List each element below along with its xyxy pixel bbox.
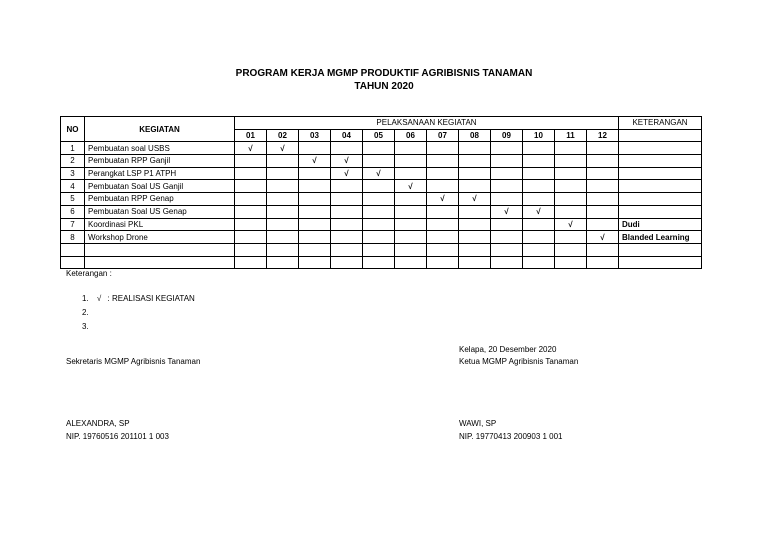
month-cell [459,180,491,193]
left-signer-nip: NIP. 19760516 201101 1 003 [66,432,169,441]
row-keterangan [619,256,702,269]
month-cell [427,218,459,231]
check-icon: √ [344,156,349,166]
row-keterangan [619,243,702,256]
month-cell [555,155,587,168]
month-cell [523,218,555,231]
check-icon: √ [408,181,413,191]
month-cell [427,167,459,180]
month-cell [331,243,363,256]
row-activity: Workshop Drone [85,231,235,244]
right-signer-name: WAWI, SP [459,419,497,428]
row-keterangan [619,167,702,180]
legend-text: : REALISASI KEGIATAN [107,294,195,303]
left-signer-name: ALEXANDRA, SP [66,419,130,428]
month-cell [587,180,619,193]
check-icon: √ [440,194,445,204]
row-keterangan: Blanded Learning [619,231,702,244]
month-cell [395,193,427,206]
month-cell [491,167,523,180]
month-cell [459,193,491,206]
month-cell [267,243,299,256]
month-cell [235,142,267,155]
month-cell [491,142,523,155]
table-row [61,180,702,193]
month-cell [299,218,331,231]
month-cell [395,218,427,231]
row-activity [85,243,235,256]
header-kegiatan: KEGIATAN [85,117,235,142]
document-year: TAHUN 2020 [354,81,414,92]
month-cell [523,180,555,193]
month-cell [299,205,331,218]
month-cell [587,243,619,256]
month-cell [235,193,267,206]
right-signer-role: Ketua MGMP Agribisnis Tanaman [459,357,579,366]
month-cell [299,256,331,269]
header-keterangan-blank [619,129,702,142]
table-row [61,243,702,256]
check-icon: √ [344,169,349,179]
month-cell [331,231,363,244]
document-title: PROGRAM KERJA MGMP PRODUKTIF AGRIBISNIS TANAMAN [235,68,533,79]
month-cell [491,155,523,168]
month-cell [363,205,395,218]
month-cell [523,193,555,206]
month-cell [427,142,459,155]
table-row [61,256,702,269]
month-cell [395,142,427,155]
month-cell [299,167,331,180]
month-cell [267,231,299,244]
check-icon: √ [536,207,541,217]
month-cell [459,256,491,269]
check-icon: √ [280,143,285,153]
row-number: 8 [61,231,85,244]
month-cell [395,180,427,193]
month-cell [331,193,363,206]
table-row [61,231,702,244]
header-month: 02 [267,129,299,142]
row-number: 3 [61,167,85,180]
month-cell [395,155,427,168]
check-icon: √ [472,194,477,204]
header-no: NO [61,117,85,142]
month-cell [331,205,363,218]
month-cell [331,180,363,193]
row-keterangan [619,142,702,155]
row-keterangan [619,193,702,206]
month-cell [491,256,523,269]
header-month: 06 [395,129,427,142]
table-row [61,142,702,155]
header-month: 05 [363,129,395,142]
month-cell [459,218,491,231]
header-month: 11 [555,129,587,142]
month-cell [235,155,267,168]
month-cell [235,205,267,218]
header-keterangan: KETERANGAN [619,117,702,130]
header-month: 01 [235,129,267,142]
month-cell [363,155,395,168]
month-cell [299,180,331,193]
month-cell [427,193,459,206]
header-month: 09 [491,129,523,142]
month-cell [523,243,555,256]
legend-item-3: 3. [82,322,89,331]
month-cell [491,193,523,206]
month-cell [491,180,523,193]
month-cell [459,155,491,168]
month-cell [267,180,299,193]
month-cell [491,231,523,244]
row-number: 6 [61,205,85,218]
row-number [61,256,85,269]
month-cell [331,142,363,155]
check-icon: √ [600,232,605,242]
table-row [61,205,702,218]
month-cell [491,243,523,256]
month-cell [331,167,363,180]
month-cell [267,167,299,180]
header-month: 07 [427,129,459,142]
header-month: 10 [523,129,555,142]
month-cell [427,180,459,193]
row-keterangan [619,180,702,193]
month-cell [523,155,555,168]
month-cell [395,205,427,218]
month-cell [267,256,299,269]
month-cell [555,231,587,244]
month-cell [523,231,555,244]
month-cell [363,243,395,256]
month-cell [363,256,395,269]
month-cell [235,218,267,231]
check-icon: √ [312,156,317,166]
month-cell [523,205,555,218]
month-cell [267,155,299,168]
month-cell [555,256,587,269]
month-cell [331,218,363,231]
row-number: 7 [61,218,85,231]
month-cell [427,205,459,218]
month-cell [395,256,427,269]
place-date: Kelapa, 20 Desember 2020 [459,345,557,354]
legend-item-2: 2. [82,308,89,317]
month-cell [267,142,299,155]
month-cell [363,218,395,231]
month-cell [523,256,555,269]
month-cell [235,167,267,180]
month-cell [555,218,587,231]
header-month: 12 [587,129,619,142]
month-cell [555,243,587,256]
month-cell [459,231,491,244]
month-cell [555,180,587,193]
row-number: 2 [61,155,85,168]
row-activity: Koordinasi PKL [85,218,235,231]
left-signer-role: Sekretaris MGMP Agribisnis Tanaman [66,357,201,366]
month-cell [395,167,427,180]
table-row [61,167,702,180]
program-table [60,116,702,269]
month-cell [267,193,299,206]
month-cell [555,167,587,180]
month-cell [555,142,587,155]
row-activity: Pembuatan RPP Genap [85,193,235,206]
month-cell [587,155,619,168]
header-month: 03 [299,129,331,142]
month-cell [427,243,459,256]
month-cell [363,231,395,244]
row-keterangan [619,205,702,218]
month-cell [235,243,267,256]
row-activity [85,256,235,269]
month-cell [523,142,555,155]
month-cell [299,193,331,206]
row-number: 4 [61,180,85,193]
month-cell [587,167,619,180]
month-cell [299,142,331,155]
month-cell [331,256,363,269]
table-row [61,155,702,168]
month-cell [267,205,299,218]
month-cell [587,193,619,206]
header-month: 08 [459,129,491,142]
check-icon: √ [504,207,509,217]
row-activity: Pembuatan soal USBS [85,142,235,155]
row-activity: Pembuatan Soal US Ganjil [85,180,235,193]
month-cell [587,256,619,269]
month-cell [331,155,363,168]
month-cell [235,180,267,193]
month-cell [459,167,491,180]
row-activity: Perangkat LSP P1 ATPH [85,167,235,180]
month-cell [299,155,331,168]
month-cell [427,256,459,269]
row-keterangan [619,155,702,168]
month-cell [555,193,587,206]
month-cell [587,231,619,244]
month-cell [299,231,331,244]
row-activity: Pembuatan Soal US Genap [85,205,235,218]
month-cell [427,155,459,168]
month-cell [587,218,619,231]
month-cell [363,142,395,155]
month-cell [491,218,523,231]
check-icon: √ [248,143,253,153]
row-number: 5 [61,193,85,206]
table-row [61,218,702,231]
header-pelaksanaan: PELAKSANAAN KEGIATAN [235,117,619,130]
row-activity: Pembuatan RPP Ganjil [85,155,235,168]
month-cell [523,167,555,180]
month-cell [363,180,395,193]
header-month: 04 [331,129,363,142]
month-cell [363,193,395,206]
legend-item-1 [82,294,195,303]
month-cell [587,205,619,218]
month-cell [235,231,267,244]
row-keterangan: Dudi [619,218,702,231]
month-cell [299,243,331,256]
month-cell [459,243,491,256]
check-icon: √ [96,294,102,303]
month-cell [459,142,491,155]
month-cell [235,256,267,269]
row-number [61,243,85,256]
check-icon: √ [568,219,573,229]
month-cell [363,167,395,180]
row-number: 1 [61,142,85,155]
check-icon: √ [376,169,381,179]
month-cell [267,218,299,231]
month-cell [459,205,491,218]
legend-number: 1. [82,294,89,303]
month-cell [491,205,523,218]
month-cell [587,142,619,155]
month-cell [395,231,427,244]
legend-title: Keterangan : [66,269,112,278]
month-cell [427,231,459,244]
month-cell [555,205,587,218]
month-cell [395,243,427,256]
table-row [61,193,702,206]
right-signer-nip: NIP. 19770413 200903 1 001 [459,432,563,441]
